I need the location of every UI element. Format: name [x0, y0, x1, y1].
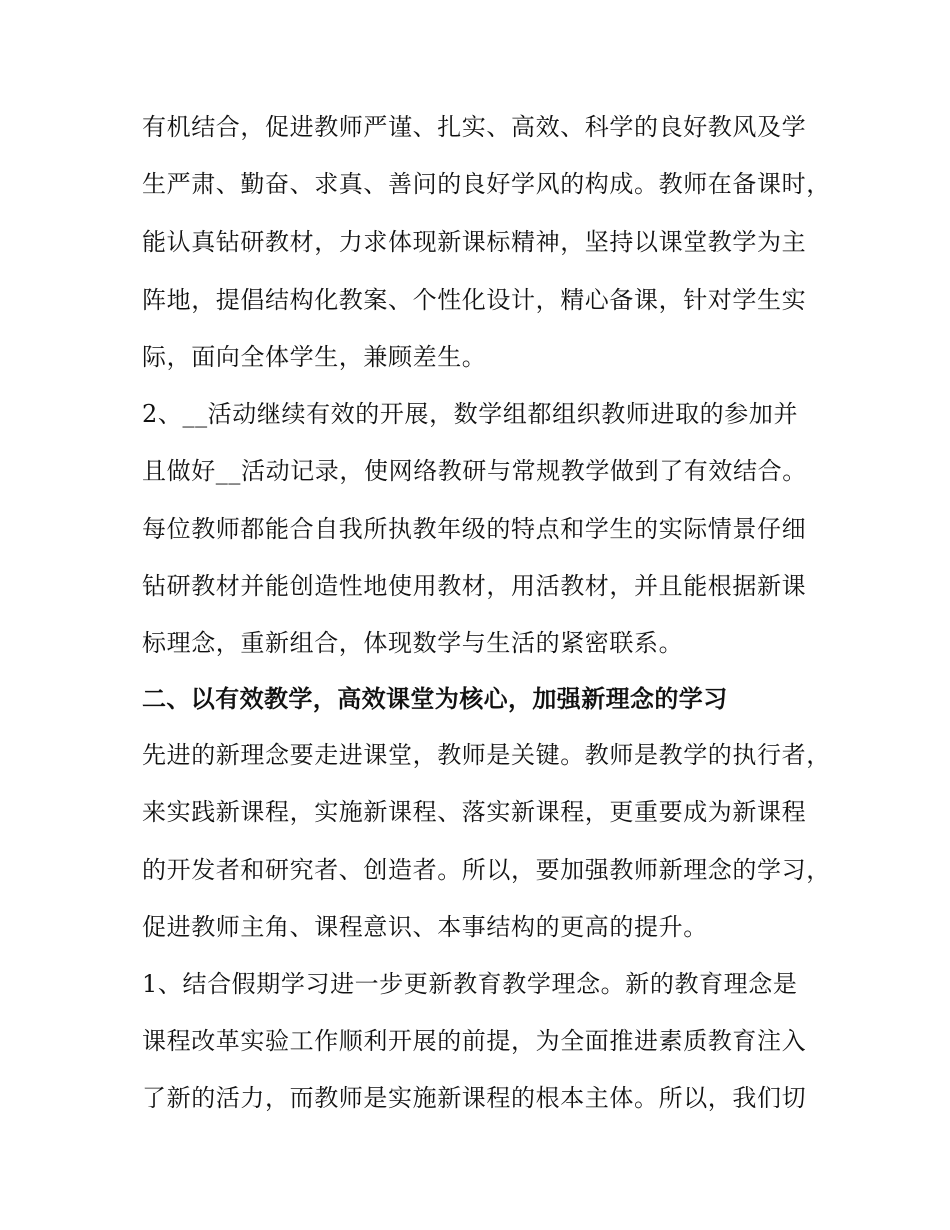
paragraph-line: 了新的活力，而教师是实施新课程的根本主体。所以，我们切: [142, 1084, 807, 1112]
paragraph-line: 钻研教材并能创造性地使用教材，用活教材，并且能根据新课: [142, 572, 807, 600]
paragraph-line: 来实践新课程，实施新课程、落实新课程，更重要成为新课程: [142, 798, 807, 826]
paragraph-line: 课程改革实验工作顺利开展的前提，为全面推进素质教育注入: [142, 1027, 807, 1055]
paragraph-line: 1、结合假期学习进一步更新教育教学理念。新的教育理念是: [142, 970, 798, 998]
paragraph-line: 先进的新理念要走进课堂，教师是关键。教师是教学的执行者，: [142, 741, 831, 769]
paragraph-line: 阵地，提倡结构化教案、个性化设计，精心备课，针对学生实: [142, 286, 807, 314]
paragraph-line: 每位教师都能合自我所执教年级的特点和学生的实际情景仔细: [142, 515, 807, 543]
paragraph-line: 标理念，重新组合，体现数学与生活的紧密联系。: [142, 629, 684, 657]
paragraph-line: 的开发者和研究者、创造者。所以，要加强教师新理念的学习，: [142, 856, 831, 884]
section-heading: 二、以有效教学，高效课堂为核心，加强新理念的学习: [142, 685, 728, 713]
paragraph-line: 能认真钻研教材，力求体现新课标精神，坚持以课堂教学为主: [142, 228, 807, 256]
paragraph-line: 有机结合，促进教师严谨、扎实、高效、科学的良好教风及学: [142, 113, 807, 141]
paragraph-line: 生严肃、勤奋、求真、善问的良好学风的构成。教师在备课时，: [142, 170, 831, 198]
paragraph-line: 且做好__活动记录，使网络教研与常规教学做到了有效结合。: [142, 457, 807, 485]
paragraph-line: 际，面向全体学生，兼顾差生。: [142, 343, 487, 371]
paragraph-line: 促进教师主角、课程意识、本事结构的更高的提升。: [142, 913, 708, 941]
paragraph-line: 2、__活动继续有效的开展，数学组都组织教师进取的参加并: [142, 400, 799, 428]
